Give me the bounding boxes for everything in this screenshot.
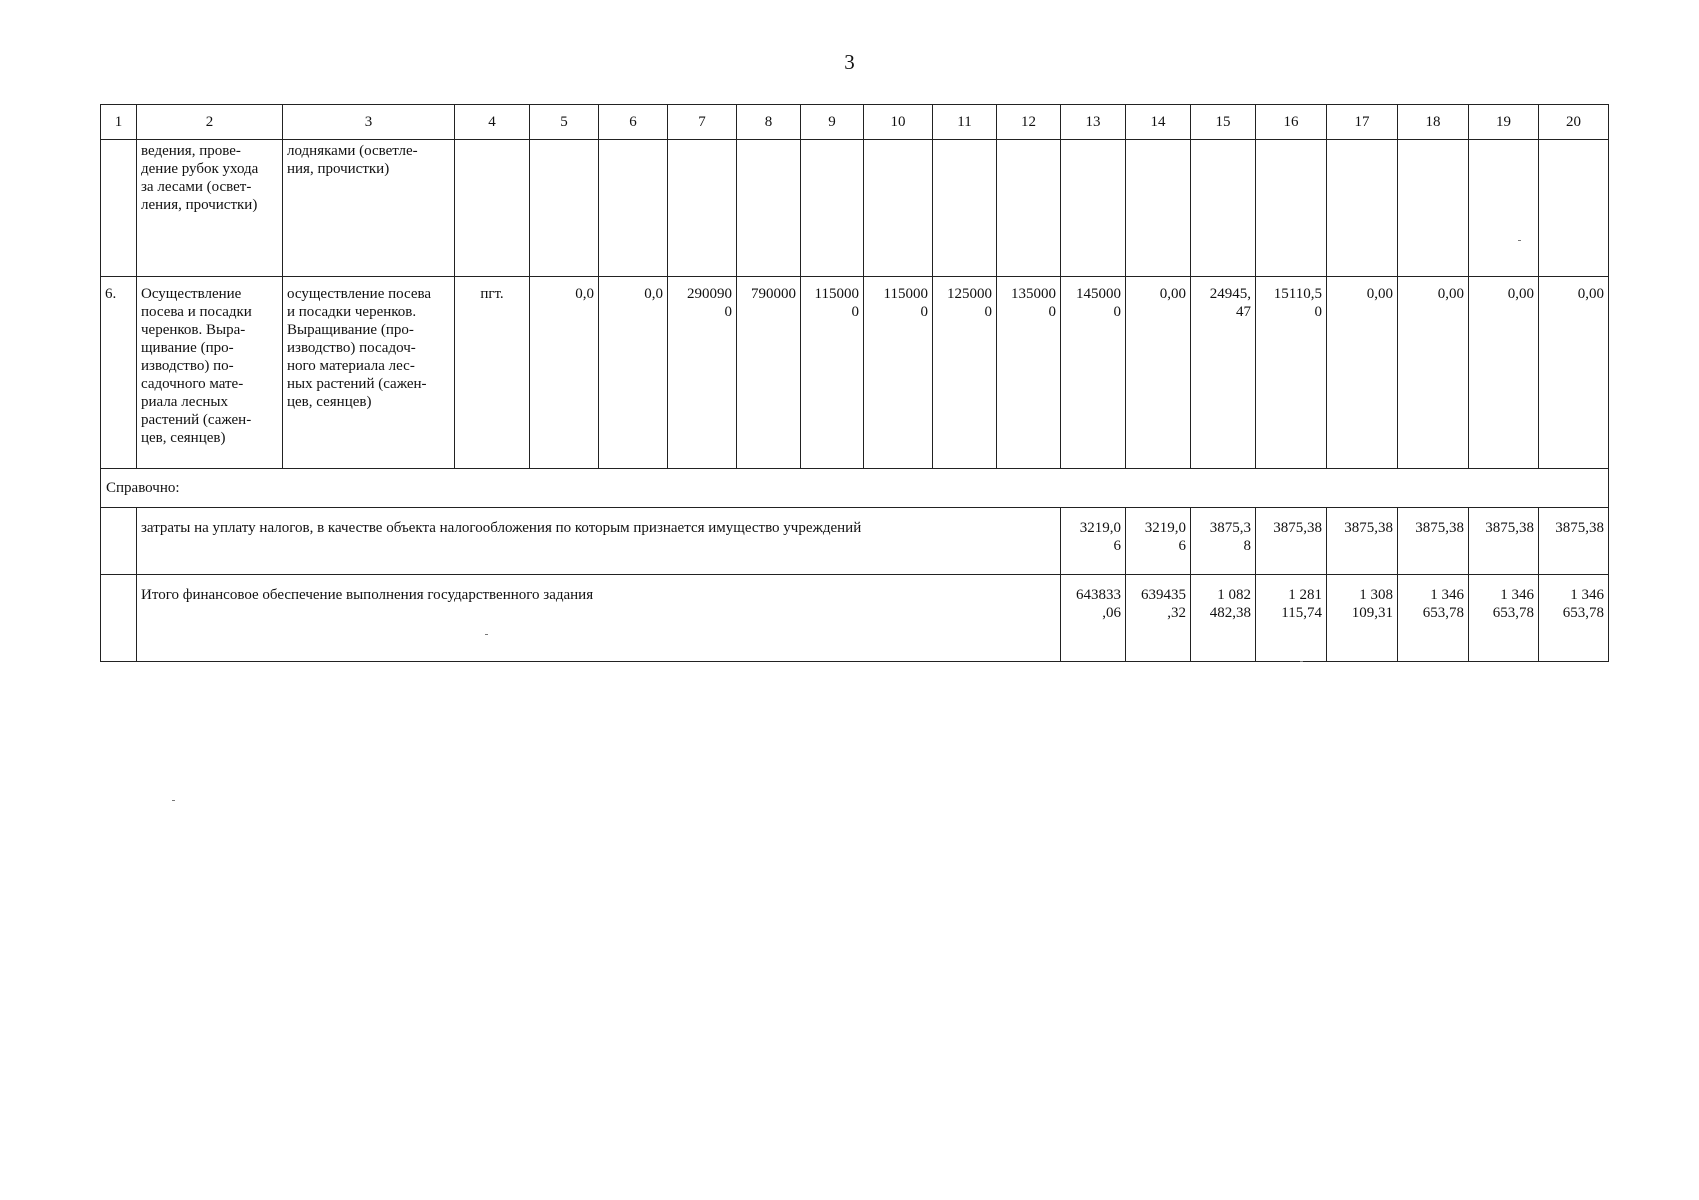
page-number: 3 xyxy=(844,50,855,74)
value-cell: 3219,0 6 xyxy=(1126,508,1191,575)
row-name: Осуществление посева и посадки черенков. Выра- щивание (про- изводство) по- садочного мате- риала лесных растений (сажен- цев, сеянцев) xyxy=(137,277,283,469)
header-cell: 14 xyxy=(1126,105,1191,140)
value-cell: 1 346 653,78 xyxy=(1398,575,1469,662)
table-cell xyxy=(599,140,668,277)
table-cell xyxy=(864,140,933,277)
table-cell xyxy=(1327,140,1398,277)
table-cell xyxy=(1256,140,1327,277)
header-cell: 12 xyxy=(997,105,1061,140)
value-cell: 3875,38 xyxy=(1469,508,1539,575)
row-unit: пгт. xyxy=(455,277,530,469)
row-description: осуществление посева и посадки черенков. Выращивание (про- изводство) посадоч- ного материала лес- ных растений (сажен- цев, сеянцев) xyxy=(283,277,455,469)
header-cell: 2 xyxy=(137,105,283,140)
value-cell: 0,00 xyxy=(1398,277,1469,469)
table-cell xyxy=(1126,140,1191,277)
value-cell: 0,0 xyxy=(599,277,668,469)
header-cell: 19 xyxy=(1469,105,1539,140)
header-cell: 1 xyxy=(101,105,137,140)
header-cell: 18 xyxy=(1398,105,1469,140)
continuation-row xyxy=(101,140,1609,277)
value-cell: 0,00 xyxy=(1539,277,1609,469)
table-cell xyxy=(101,140,137,277)
value-cell: 3875,3 8 xyxy=(1191,508,1256,575)
continuation-col2: ведения, прове- дение рубок ухода за лесами (освет- ления, прочистки) xyxy=(137,140,283,277)
header-cell: 9 xyxy=(801,105,864,140)
value-cell: 1 281 115,74 xyxy=(1256,575,1327,662)
value-cell: 1 308 109,31 xyxy=(1327,575,1398,662)
tax-label: затраты на уплату налогов, в качестве объекта налогообложения по которым признается имущество учреждений xyxy=(137,508,1061,575)
header-cell: 20 xyxy=(1539,105,1609,140)
table-cell xyxy=(737,140,801,277)
table-cell xyxy=(101,508,137,575)
header-cell: 13 xyxy=(1061,105,1126,140)
value-cell: 3875,38 xyxy=(1539,508,1609,575)
header-cell: 8 xyxy=(737,105,801,140)
header-cell: 6 xyxy=(599,105,668,140)
financial-table xyxy=(100,104,1609,662)
header-row xyxy=(101,105,1609,140)
scan-speck xyxy=(172,800,175,801)
value-cell: 0,00 xyxy=(1126,277,1191,469)
header-cell: 17 xyxy=(1327,105,1398,140)
scan-speck xyxy=(485,634,488,635)
header-cell: 10 xyxy=(864,105,933,140)
table-cell xyxy=(455,140,530,277)
value-cell: 639435 ,32 xyxy=(1126,575,1191,662)
table-cell xyxy=(530,140,599,277)
scan-speck xyxy=(1300,661,1303,662)
value-cell: 3875,38 xyxy=(1256,508,1327,575)
header-cell: 4 xyxy=(455,105,530,140)
value-cell: 24945, 47 xyxy=(1191,277,1256,469)
scan-speck xyxy=(1518,240,1521,241)
table-cell xyxy=(668,140,737,277)
header-cell: 16 xyxy=(1256,105,1327,140)
header-cell: 15 xyxy=(1191,105,1256,140)
table-cell xyxy=(1191,140,1256,277)
value-cell: 790000 xyxy=(737,277,801,469)
table-cell xyxy=(997,140,1061,277)
value-cell: 15110,5 0 xyxy=(1256,277,1327,469)
continuation-col3: лодняками (осветле- ния, прочистки) xyxy=(283,140,455,277)
value-cell: 115000 0 xyxy=(801,277,864,469)
value-cell: 135000 0 xyxy=(997,277,1061,469)
value-cell: 3219,0 6 xyxy=(1061,508,1126,575)
reference-label: Справочно: xyxy=(101,469,1609,508)
total-row xyxy=(101,575,1609,662)
value-cell: 1 346 653,78 xyxy=(1469,575,1539,662)
reference-row xyxy=(101,469,1609,508)
value-cell: 125000 0 xyxy=(933,277,997,469)
value-cell: 643833 ,06 xyxy=(1061,575,1126,662)
value-cell: 115000 0 xyxy=(864,277,933,469)
value-cell: 3875,38 xyxy=(1327,508,1398,575)
table-cell xyxy=(1061,140,1126,277)
table-cell xyxy=(101,575,137,662)
value-cell: 290090 0 xyxy=(668,277,737,469)
table-cell xyxy=(933,140,997,277)
header-cell: 11 xyxy=(933,105,997,140)
value-cell: 1 346 653,78 xyxy=(1539,575,1609,662)
tax-row xyxy=(101,508,1609,575)
total-label: Итого финансовое обеспечение выполнения государственного задания xyxy=(137,575,1061,662)
table-cell xyxy=(1398,140,1469,277)
header-cell: 5 xyxy=(530,105,599,140)
table-cell xyxy=(1539,140,1609,277)
value-cell: 0,00 xyxy=(1327,277,1398,469)
value-cell: 1 082 482,38 xyxy=(1191,575,1256,662)
value-cell: 0,0 xyxy=(530,277,599,469)
value-cell: 3875,38 xyxy=(1398,508,1469,575)
table-cell xyxy=(1469,140,1539,277)
value-cell: 145000 0 xyxy=(1061,277,1126,469)
header-cell: 3 xyxy=(283,105,455,140)
value-cell: 0,00 xyxy=(1469,277,1539,469)
header-cell: 7 xyxy=(668,105,737,140)
row-index: 6. xyxy=(101,277,137,469)
table-cell xyxy=(801,140,864,277)
table-row-6 xyxy=(101,277,1609,469)
